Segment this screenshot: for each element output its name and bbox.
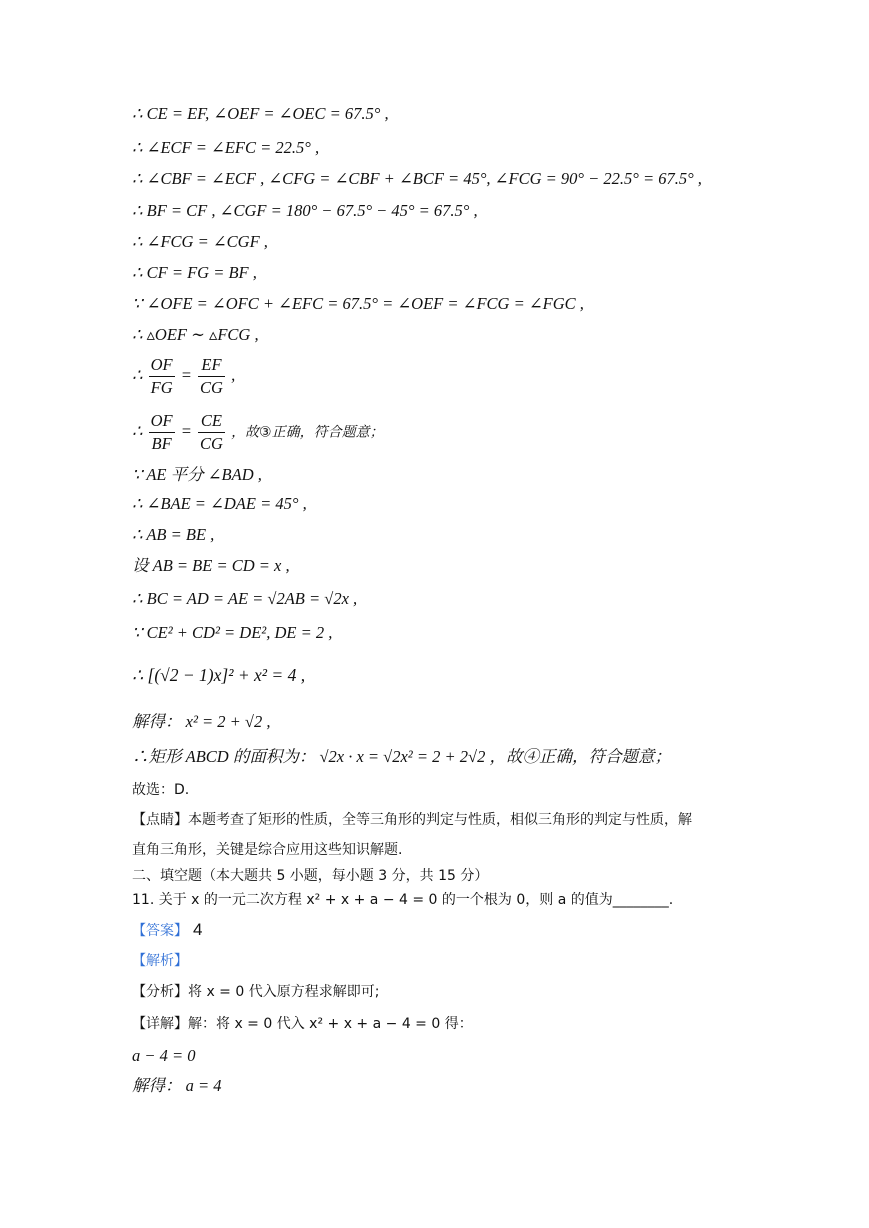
fraction-2-right-den: CG [200, 434, 223, 453]
answer-value: 4 [192, 920, 203, 939]
proof-line-5: ∴ ∠FCG = ∠CGF , [132, 232, 268, 251]
fraction-1-right-den: CG [200, 378, 223, 397]
analysis-line: 【分析】将 x = 0 代入原方程求解即可; [132, 984, 380, 1000]
fraction-line-1 [132, 354, 235, 399]
proof-line-20: 故选：D. [132, 782, 190, 798]
answer-line [132, 920, 202, 941]
fraction-1-left [149, 354, 175, 399]
fraction-2-right [198, 410, 225, 455]
fraction-1-left-num: OF [149, 354, 175, 377]
section-heading: 二、填空题（本大题共 5 小题，每小题 3 分，共 15 分） [132, 868, 489, 884]
fraction-1-prefix: ∴ [132, 365, 143, 385]
proof-line-3: ∴ ∠CBF = ∠ECF , ∠CFG = ∠CBF + ∠BCF = 45°, ∠FCG = 90° − 22.5° = 67.5° , [132, 169, 702, 188]
proof-line-1: ∴ CE = EF, ∠OEF = ∠OEC = 67.5° , [132, 104, 389, 123]
proof-line-7: ∵ ∠OFE = ∠OFC + ∠EFC = 67.5° = ∠OEF = ∠FCG = ∠FGC , [132, 294, 584, 313]
fraction-1-left-den: FG [150, 378, 173, 397]
fraction-2-left-num: OF [149, 410, 175, 433]
proof-line-11: ∵ AE 平分 ∠BAD , [132, 465, 262, 484]
proof-line-17: ∴ [(√2 − 1)x]² + x² = 4 , [132, 665, 306, 685]
note-line-1: 【点睛】本题考查了矩形的性质，全等三角形的判定与性质，相似三角形的判定与性质，解 [132, 812, 692, 828]
proof-line-19: ∴矩形 ABCD 的面积为： √2x · x = √2x² = 2 + 2√2 ，故④正确，符合题意； [132, 747, 671, 766]
answer-label: 【答案】 [132, 923, 188, 939]
fraction-2-prefix: ∴ [132, 421, 143, 441]
solution-line-2: 解得： a = 4 [132, 1076, 222, 1095]
note-line-2: 直角三角形，关键是综合应用这些知识解题. [132, 842, 403, 858]
proof-line-4: ∴ BF = CF , ∠CGF = 180° − 67.5° − 45° = 67.5° , [132, 201, 478, 220]
fraction-line-2 [132, 410, 384, 455]
solution-line-1: a − 4 = 0 [132, 1046, 196, 1065]
proof-line-16: ∵ CE² + CD² = DE², DE = 2 , [132, 623, 333, 642]
proof-line-8: ∴ ▵OEF ∼ ▵FCG , [132, 325, 259, 344]
fraction-2-left [149, 410, 175, 455]
detail-line: 【详解】解：将 x = 0 代入 x² + x + a − 4 = 0 得： [132, 1016, 473, 1032]
proof-line-18: 解得： x² = 2 + √2 , [132, 712, 271, 731]
proof-line-13: ∴ AB = BE , [132, 525, 215, 544]
fraction-1-equals: = [180, 365, 192, 385]
proof-line-6: ∴ CF = FG = BF , [132, 263, 257, 282]
analysis-label: 【解析】 [132, 953, 188, 969]
fraction-1-right [198, 354, 225, 399]
proof-line-15: ∴ BC = AD = AE = √2AB = √2x , [132, 589, 358, 608]
fraction-2-right-num: CE [198, 410, 225, 433]
fraction-2-equals: = [180, 421, 192, 441]
fraction-1-suffix: , [231, 365, 236, 385]
proof-line-2: ∴ ∠ECF = ∠EFC = 22.5° , [132, 138, 320, 157]
proof-line-14: 设 AB = BE = CD = x , [132, 556, 290, 575]
fraction-1-right-num: EF [198, 354, 225, 377]
fraction-2-suffix: ，故③正确，符合题意； [231, 424, 384, 441]
fraction-2-left-den: BF [151, 434, 172, 453]
proof-line-12: ∴ ∠BAE = ∠DAE = 45° , [132, 494, 307, 513]
question-11: 11. 关于 x 的一元二次方程 x² + x + a − 4 = 0 的一个根为 0，则 a 的值为________. [132, 892, 674, 908]
